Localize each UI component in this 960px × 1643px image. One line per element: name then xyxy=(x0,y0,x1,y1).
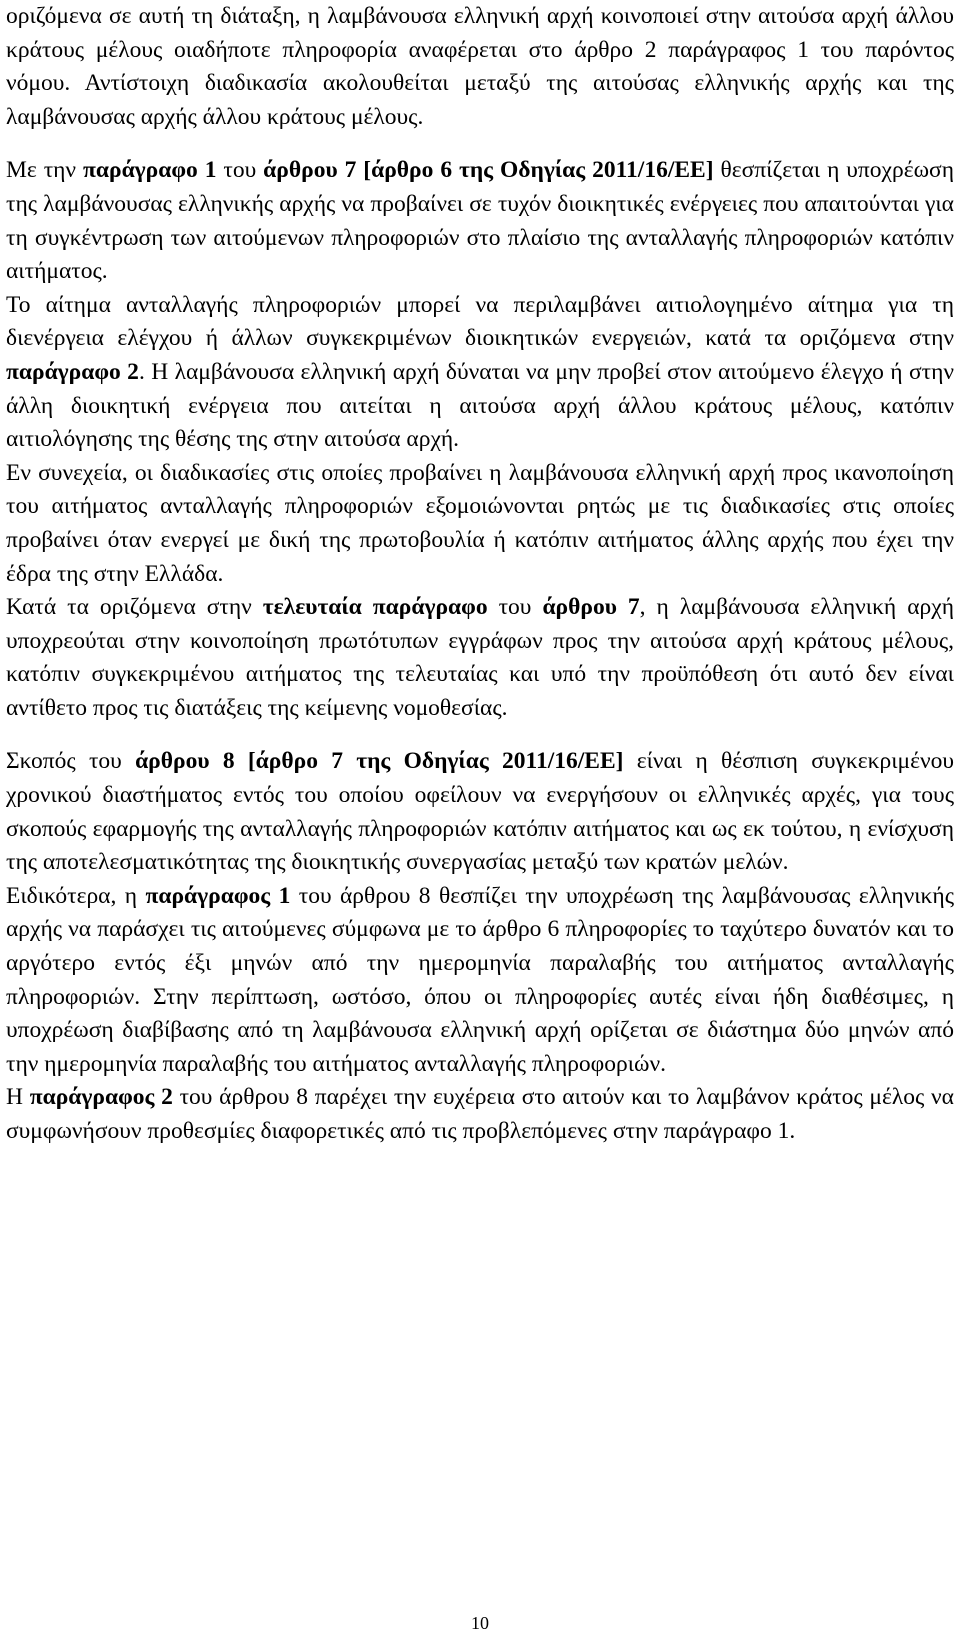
text-run: Κατά τα οριζόμενα στην xyxy=(6,594,263,621)
bold-text-run: άρθρου 8 [άρθρο 7 της Οδηγίας 2011/16/ΕΕ] xyxy=(135,748,624,775)
text-run: Με την xyxy=(6,157,83,184)
paragraph-2 xyxy=(6,154,954,288)
text-run: θεσπίζεται η υποχρέωση της λαμβάνουσας ελληνικής αρχής να προβαίνει σε τυχόν διοικητικές ενέργειες που απαιτούνται για τη συγκέντρωση των αιτούμενων πληροφοριών στο πλαίσιο της ανταλλαγής πληροφοριών κατόπιν αιτήματος. xyxy=(6,157,954,285)
page-number: 10 xyxy=(471,1613,489,1633)
text-run: Σκοπός του xyxy=(6,748,136,775)
text-run: . Η λαμβάνουσα ελληνική αρχή δύναται να μην προβεί στον αιτούμενο έλεγχο ή στην άλλη διοικητική ενέργεια που αιτείται η αιτούσα αρχή άλλου κράτους μέλους, κατόπιν αιτιολόγησης της θέσης της στην αιτούσα αρχή. xyxy=(6,358,955,453)
text-run: του άρθρου 8 θεσπίζει την υποχρέωση της λαμβάνουσας ελληνικής αρχής να παράσχει τις αιτούμενες σύμφωνα με το άρθρο 6 πληροφορίες το ταχύτερο δυνατόν και το αργότερο εντός έξι μηνών από την ημερομηνία παραλαβής του αιτήματος ανταλλαγής πληροφοριών. Στην περίπτωση, ωστόσο, όπου οι πληροφορίες αυτές είναι ήδη διαθέσιμες, η υποχρέωση διαβίβασης από τη λαμβάνουσα ελληνική αρχή ορίζεται σε διάστημα δύο μηνών από την ημερομηνία παραλαβής του αιτήματος ανταλλαγής πληροφοριών. xyxy=(6,882,954,1077)
text-run: , η λαμβάνουσα ελληνική αρχή υποχρεούται στην κοινοποίηση πρωτότυπων εγγράφων προς την αιτούσα αρχή κράτους μέλους, κατόπιν συγκεκριμένου αιτήματος της τελευταίας και υπό την προϋπόθεση ότι αυτό δεν είναι αντίθετο προς τις διατάξεις της κείμενης νομοθεσίας. xyxy=(6,594,954,721)
text-run: του xyxy=(216,157,264,184)
text-run: Ειδικότερα, η xyxy=(6,882,146,909)
paragraph-8 xyxy=(6,1081,954,1148)
paragraph-4 xyxy=(6,457,954,591)
bold-text-run: άρθρου 7 [άρθρο 6 της Οδηγίας 2011/16/ΕΕ] xyxy=(263,157,714,184)
text-run: Η xyxy=(6,1084,30,1111)
paragraph-6 xyxy=(6,745,954,879)
text-run: του άρθρου 8 παρέχει την ευχέρεια στο αιτούν και το λαμβάνον κράτος μέλος να συμφωνήσουν προθεσμίες διαφορετικές από τις προβλεπόμενες στην παράγραφο 1. xyxy=(6,1084,954,1144)
bold-text-run: τελευταία παράγραφο xyxy=(262,594,488,621)
text-run: Εν συνεχεία, οι διαδικασίες στις οποίες προβαίνει η λαμβάνουσα ελληνική αρχή προς ικανοποίηση του αιτήματος ανταλλαγής πληροφοριών εξομοιώνονται ρητώς με τις διαδικασίες στις οποίες προβαίνει όταν ενεργεί με δική της πρωτοβουλία ή κατόπιν αιτήματος άλλης αρχής που έχει την έδρα της στην Ελλάδα. xyxy=(6,459,954,587)
bold-text-run: παράγραφος 2 xyxy=(29,1084,173,1111)
bold-text-run: παράγραφος 1 xyxy=(145,882,291,909)
paragraph-7 xyxy=(6,880,954,1082)
bold-text-run: παράγραφο 2 xyxy=(6,358,139,385)
text-run: οριζόμενα σε αυτή τη διάταξη, η λαμβάνουσα ελληνική αρχή κοινοποιεί στην αιτούσα αρχή άλλου κράτους μέλους οιαδήποτε πληροφορία αναφέρεται στο άρθρο 2 παράγραφος 1 του παρόντος νόμου. Αντίστοιχη διαδικασία ακολουθείται μεταξύ της αιτούσας ελληνικής αρχής και της λαμβάνουσας αρχής άλλου κράτους μέλους. xyxy=(6,3,954,130)
text-run: είναι η θέσπιση συγκεκριμένου χρονικού διαστήματος εντός του οποίου οφείλουν να ενεργήσουν οι ελληνικές αρχές, για τους σκοπούς εφαρμογής της ανταλλαγής πληροφοριών κατόπιν αιτήματος και ως εκ τούτου, η ενίσχυση της αποτελεσματικότητας της διοικητικής συνεργασίας μεταξύ των κρατών μελών. xyxy=(6,748,954,876)
document-body xyxy=(6,0,954,1149)
bold-text-run: παράγραφο 1 xyxy=(83,157,217,184)
text-run: Το αίτημα ανταλλαγής πληροφοριών μπορεί να περιλαμβάνει αιτιολογημένο αίτημα για τη διενέργεια ελέγχου ή άλλων συγκεκριμένων διοικητικών ενεργειών, κατά τα οριζόμενα στην xyxy=(6,291,954,352)
paragraph-3 xyxy=(6,289,954,457)
paragraph-5 xyxy=(6,591,954,725)
paragraph-1 xyxy=(6,0,954,134)
bold-text-run: άρθρου 7 xyxy=(542,594,640,621)
text-run: του xyxy=(487,594,543,621)
